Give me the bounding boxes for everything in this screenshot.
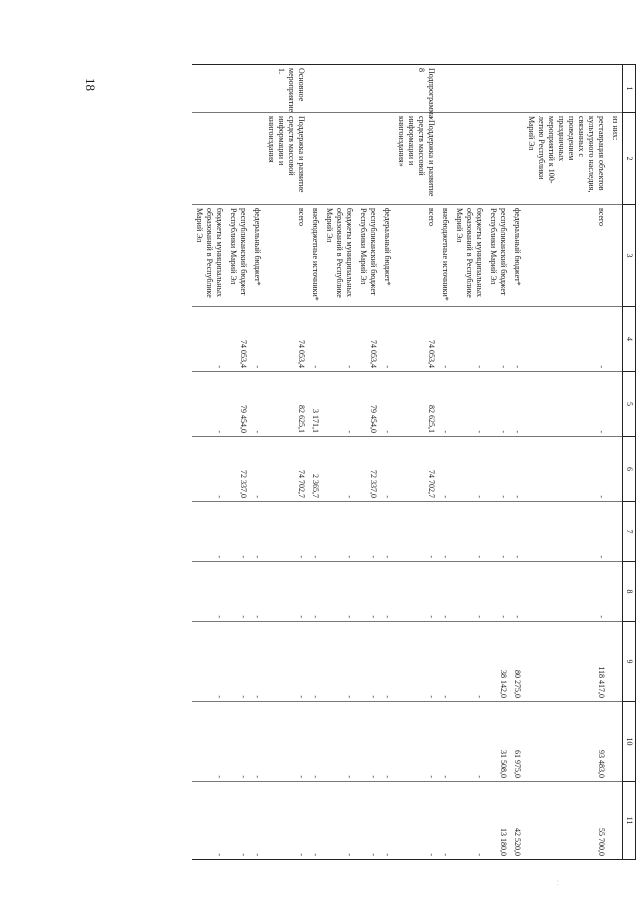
amount-cell: - (380, 702, 394, 782)
amount-cell: - (524, 372, 608, 437)
funding-source-cell: бюджеты муниципальных образований в Республике Марий Эл (452, 205, 486, 307)
amount-cell: - (380, 562, 394, 622)
row-code-cell (322, 65, 356, 113)
row-code-cell: Основное мероприятие 1. (264, 65, 308, 113)
amount-cell: 42 520,0 (510, 782, 524, 860)
amount-cell: 74 053,4 (226, 307, 250, 372)
row-name-cell (308, 113, 322, 205)
row-code-cell (524, 65, 608, 113)
amount-cell: - (308, 307, 322, 372)
funding-source-cell: всего (524, 205, 608, 307)
column-number-1: 1 (623, 65, 636, 113)
row-name-cell (452, 113, 486, 205)
amount-cell: 61 975,0 (510, 702, 524, 782)
amount-cell: 74 053,4 (394, 307, 438, 372)
amount-cell: 72 337,0 (356, 437, 380, 502)
amount-cell: - (452, 437, 486, 502)
row-name-cell (250, 113, 264, 205)
amount-cell: - (250, 782, 264, 860)
amount-cell: - (308, 782, 322, 860)
table-body (192, 65, 623, 860)
funding-source-cell: республиканский бюджет Республики Марий Эл (356, 205, 380, 307)
amount-cell: - (524, 307, 608, 372)
amount-cell: - (438, 782, 452, 860)
amount-cell: - (394, 702, 438, 782)
row-name-cell: реставрация объектов культурного наследия, связанных с проведением праздничных мероприятий к 100-летию Республики Марий Эл (524, 113, 608, 205)
amount-cell: - (524, 502, 608, 562)
row-code-cell (356, 65, 380, 113)
amount-cell: - (452, 372, 486, 437)
amount-cell: - (452, 502, 486, 562)
amount-cell: - (510, 502, 524, 562)
amount-cell: - (394, 562, 438, 622)
column-number-row (623, 65, 636, 860)
table-row (510, 65, 524, 860)
row-code-cell (608, 65, 623, 113)
amount-cell: - (486, 307, 510, 372)
amount-cell: 55 700,0 (524, 782, 608, 860)
row-code-cell (452, 65, 486, 113)
amount-cell: 74 702,7 (264, 437, 308, 502)
amount-cell: - (308, 502, 322, 562)
amount-cell: - (322, 307, 356, 372)
amount-cell: 2 365,7 (308, 437, 322, 502)
amount-cell: - (250, 307, 264, 372)
row-name-cell (226, 113, 250, 205)
column-number-8: 8 (623, 562, 636, 622)
column-number-5: 5 (623, 372, 636, 437)
funding-source-cell: республиканский бюджет Республики Марий Эл (486, 205, 510, 307)
amount-cell: 82 625,1 (394, 372, 438, 437)
page-number: 18 (83, 78, 98, 91)
amount-cell: - (308, 622, 322, 702)
amount-cell: - (394, 502, 438, 562)
amount-cell: - (264, 622, 308, 702)
amount-cell: - (438, 702, 452, 782)
amount-cell: 74 053,4 (356, 307, 380, 372)
amount-cell: - (380, 782, 394, 860)
row-name-cell (438, 113, 452, 205)
column-number-4: 4 (623, 307, 636, 372)
amount-cell: - (380, 622, 394, 702)
amount-cell (608, 502, 623, 562)
amount-cell: - (322, 562, 356, 622)
amount-cell: 38 142,0 (486, 622, 510, 702)
amount-cell: - (452, 782, 486, 860)
row-code-cell (250, 65, 264, 113)
amount-cell: - (438, 372, 452, 437)
amount-cell: - (524, 437, 608, 502)
row-code-cell (438, 65, 452, 113)
amount-cell: - (438, 502, 452, 562)
funding-source-cell: внебюджетные источники* (308, 205, 322, 307)
table-row (356, 65, 380, 860)
amount-cell: - (226, 562, 250, 622)
table-row (608, 65, 623, 860)
amount-cell (608, 307, 623, 372)
amount-cell: 118 417,0 (524, 622, 608, 702)
amount-cell: - (452, 702, 486, 782)
column-number-6: 6 (623, 437, 636, 502)
amount-cell: - (510, 562, 524, 622)
amount-cell: 74 702,7 (394, 437, 438, 502)
amount-cell (608, 372, 623, 437)
amount-cell: - (250, 502, 264, 562)
funding-source-cell: внебюджетные источники* (438, 205, 452, 307)
amount-cell: 79 454,0 (226, 372, 250, 437)
table-row (226, 65, 250, 860)
row-code-cell: Подпрограмма 8 (394, 65, 438, 113)
amount-cell: - (380, 502, 394, 562)
amount-cell: - (438, 307, 452, 372)
funding-source-cell: федеральный бюджет* (380, 205, 394, 307)
amount-cell: 80 275,0 (510, 622, 524, 702)
amount-cell (608, 622, 623, 702)
amount-cell: - (192, 562, 226, 622)
rotated-page-content (126, 64, 636, 859)
amount-cell: - (226, 702, 250, 782)
amount-cell: - (192, 502, 226, 562)
table-row (452, 65, 486, 860)
row-name-cell: из них: (608, 113, 623, 205)
amount-cell: - (380, 307, 394, 372)
table-row (192, 65, 226, 860)
column-number-11: 11 (623, 782, 636, 860)
amount-cell (608, 437, 623, 502)
funding-source-cell: всего (394, 205, 438, 307)
amount-cell: - (452, 622, 486, 702)
row-code-cell (192, 65, 226, 113)
amount-cell: - (308, 702, 322, 782)
amount-cell: - (322, 622, 356, 702)
amount-cell: - (192, 622, 226, 702)
amount-cell: 31 508,0 (486, 702, 510, 782)
amount-cell: - (356, 502, 380, 562)
row-code-cell (486, 65, 510, 113)
amount-cell: - (438, 562, 452, 622)
table-row (524, 65, 608, 860)
amount-cell: - (250, 702, 264, 782)
amount-cell: - (380, 437, 394, 502)
table-row (380, 65, 394, 860)
funding-source-cell: федеральный бюджет* (510, 205, 524, 307)
amount-cell: - (380, 372, 394, 437)
amount-cell: - (226, 622, 250, 702)
amount-cell: - (438, 437, 452, 502)
amount-cell (608, 562, 623, 622)
amount-cell: 13 180,0 (486, 782, 510, 860)
amount-cell: - (226, 782, 250, 860)
amount-cell: 72 337,0 (226, 437, 250, 502)
row-name-cell (322, 113, 356, 205)
row-name-cell (192, 113, 226, 205)
row-name-cell: Поддержка и развитие средств массовой информации и книгоиздания (264, 113, 308, 205)
amount-cell: - (322, 437, 356, 502)
amount-cell: 79 454,0 (356, 372, 380, 437)
column-number-2: 2 (623, 113, 636, 205)
column-number-9: 9 (623, 622, 636, 702)
amount-cell: - (510, 372, 524, 437)
row-code-cell (380, 65, 394, 113)
amount-cell: 93 483,0 (524, 702, 608, 782)
funding-source-cell: федеральный бюджет* (250, 205, 264, 307)
amount-cell: - (356, 622, 380, 702)
row-name-cell (486, 113, 510, 205)
amount-cell (608, 782, 623, 860)
amount-cell: 74 053,4 (264, 307, 308, 372)
amount-cell: - (356, 702, 380, 782)
table-row (250, 65, 264, 860)
row-code-cell (226, 65, 250, 113)
table-row (264, 65, 308, 860)
amount-cell: - (510, 307, 524, 372)
amount-cell: - (394, 622, 438, 702)
amount-cell: - (356, 782, 380, 860)
amount-cell: - (264, 562, 308, 622)
row-code-cell (308, 65, 322, 113)
funding-source-cell: республиканский бюджет Республики Марий Эл (226, 205, 250, 307)
amount-cell: - (322, 782, 356, 860)
amount-cell: - (250, 562, 264, 622)
row-name-cell (510, 113, 524, 205)
row-code-cell (510, 65, 524, 113)
amount-cell: - (438, 622, 452, 702)
amount-cell: - (250, 437, 264, 502)
amount-cell: - (322, 372, 356, 437)
amount-cell: - (394, 782, 438, 860)
amount-cell: - (250, 372, 264, 437)
scan-marks: · · (554, 880, 560, 886)
amount-cell: - (452, 562, 486, 622)
table-row (322, 65, 356, 860)
amount-cell: - (356, 562, 380, 622)
row-name-cell (356, 113, 380, 205)
funding-source-cell: всего (264, 205, 308, 307)
table-row (486, 65, 510, 860)
row-name-cell: «Поддержка и развитие средств массовой информации и книгоиздания» (394, 113, 438, 205)
column-number-7: 7 (623, 502, 636, 562)
amount-cell: - (264, 502, 308, 562)
amount-cell: - (264, 702, 308, 782)
table-row (308, 65, 322, 860)
amount-cell: 82 625,1 (264, 372, 308, 437)
column-number-3: 3 (623, 205, 636, 307)
amount-cell: - (192, 782, 226, 860)
amount-cell: - (486, 437, 510, 502)
table-row (438, 65, 452, 860)
table-row (394, 65, 438, 860)
amount-cell: - (250, 622, 264, 702)
amount-cell: - (308, 562, 322, 622)
amount-cell: - (192, 372, 226, 437)
funding-source-cell: бюджеты муниципальных образований в Республике Марий Эл (192, 205, 226, 307)
amount-cell: - (486, 562, 510, 622)
amount-cell: - (322, 502, 356, 562)
amount-cell: - (486, 372, 510, 437)
funding-source-cell (608, 205, 623, 307)
amount-cell: - (486, 502, 510, 562)
amount-cell: - (510, 437, 524, 502)
amount-cell: - (264, 782, 308, 860)
amount-cell: - (192, 702, 226, 782)
amount-cell: - (322, 702, 356, 782)
amount-cell: - (192, 437, 226, 502)
column-number-10: 10 (623, 702, 636, 782)
amount-cell: 3 171,1 (308, 372, 322, 437)
row-name-cell (380, 113, 394, 205)
amount-cell (608, 702, 623, 782)
amount-cell: - (524, 562, 608, 622)
amount-cell: - (452, 307, 486, 372)
funding-source-cell: бюджеты муниципальных образований в Республике Марий Эл (322, 205, 356, 307)
budget-table (192, 64, 636, 860)
amount-cell: - (192, 307, 226, 372)
amount-cell: - (226, 502, 250, 562)
